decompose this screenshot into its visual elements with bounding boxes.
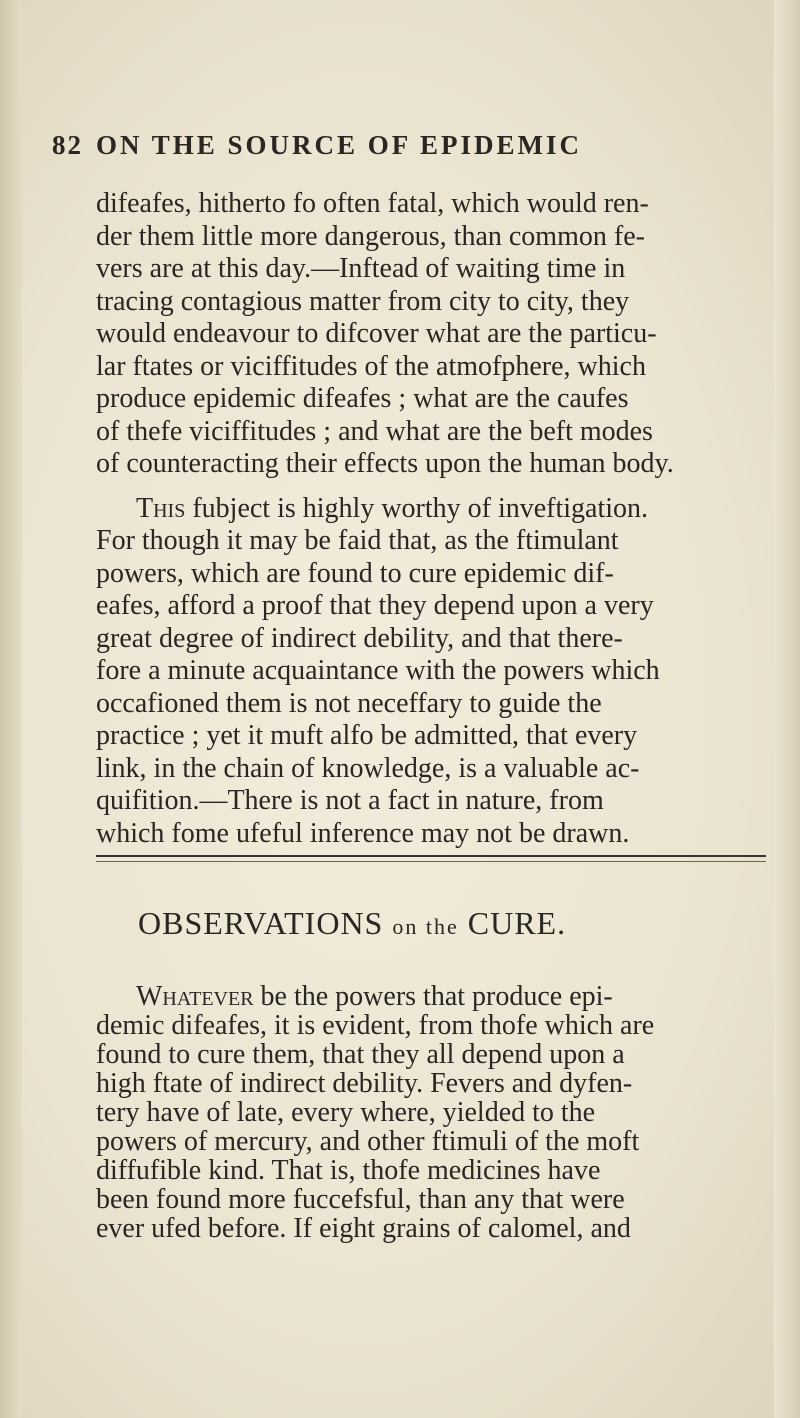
text-line: link, in the chain of knowledge, is a valuable ac- (96, 752, 640, 784)
text-line: tery have of late, every where, yielded to the (96, 1097, 596, 1128)
text-line: lar ftates or viciffitudes of the atmofphere, which (96, 350, 646, 382)
text-line: fore a minute acquaintance with the powers which (96, 655, 660, 686)
text-line (96, 982, 772, 1011)
lead-rest: fubject is highly worthy of inveftigation. (185, 492, 649, 524)
text-line: vers are at this day.—Inftead of waiting time in (96, 253, 626, 284)
drop-lead: This (136, 492, 186, 524)
section-title-mid: on the (392, 914, 459, 939)
text-line: been found more fuccefsful, than any that were (96, 1184, 625, 1215)
text-line: powers of mercury, and other ftimuli of the moft (96, 1126, 640, 1157)
text-line: would endeavour to difcover what are the particu- (96, 318, 657, 349)
section-title-end: CURE. (467, 905, 567, 941)
section-title (138, 905, 778, 942)
text-line: diffufible kind. That is, thofe medicines have (96, 1155, 601, 1186)
text-line: eafes, afford a proof that they depend upon a very (96, 590, 654, 621)
text-line: great degree of indirect debility, and that there- (96, 622, 623, 654)
paragraph-2 (96, 493, 772, 851)
text-line: demic difeafes, it is evident, from thofe which are (96, 1010, 655, 1041)
section-title-start: OBSERVATIONS (138, 905, 384, 941)
text-line: der them little more dangerous, than common fe- (96, 220, 645, 252)
text-line: difeafes, hitherto fo often fatal, which would ren- (96, 188, 649, 219)
paragraph-3 (96, 982, 772, 1243)
text-line: For though it may be faid that, as the ftimulant (96, 525, 619, 556)
section-divider (96, 855, 766, 862)
running-title: ON THE SOURCE OF EPIDEMIC (96, 130, 583, 160)
text-line: of counteracting their effects upon the human body. (96, 448, 674, 479)
paragraph-1 (96, 188, 772, 481)
text-line: tracing contagious matter from city to city, they (96, 285, 630, 317)
text-line: quifition.—There is not a fact in nature, from (96, 785, 604, 816)
text-line: powers, which are found to cure epidemic dif- (96, 557, 614, 589)
text-line: of thefe viciffitudes ; and what are the beft modes (96, 415, 653, 447)
text-line (96, 493, 772, 526)
page-gutter-shadow (0, 0, 22, 1418)
text-line: practice ; yet it muft alfo be admitted, that every (96, 720, 638, 751)
text-line: found to cure them, that they all depend upon a (96, 1039, 625, 1070)
text-line: ever ufed before. If eight grains of calomel, and (96, 1213, 631, 1244)
text-line: produce epidemic difeafes ; what are the caufes (96, 383, 629, 414)
text-line: occafioned them is not neceffary to guide the (96, 687, 602, 719)
body-text (96, 156, 772, 850)
lead-rest: be the powers that produce epi- (253, 981, 613, 1012)
page-edge-shadow (774, 0, 800, 1418)
text-line: which fome ufeful inference may not be drawn. (96, 817, 630, 849)
page-number: 82 (52, 130, 83, 160)
drop-lead: Whatever (136, 981, 254, 1012)
text-line: high ftate of indirect debility. Fevers and dyfen- (96, 1068, 633, 1099)
